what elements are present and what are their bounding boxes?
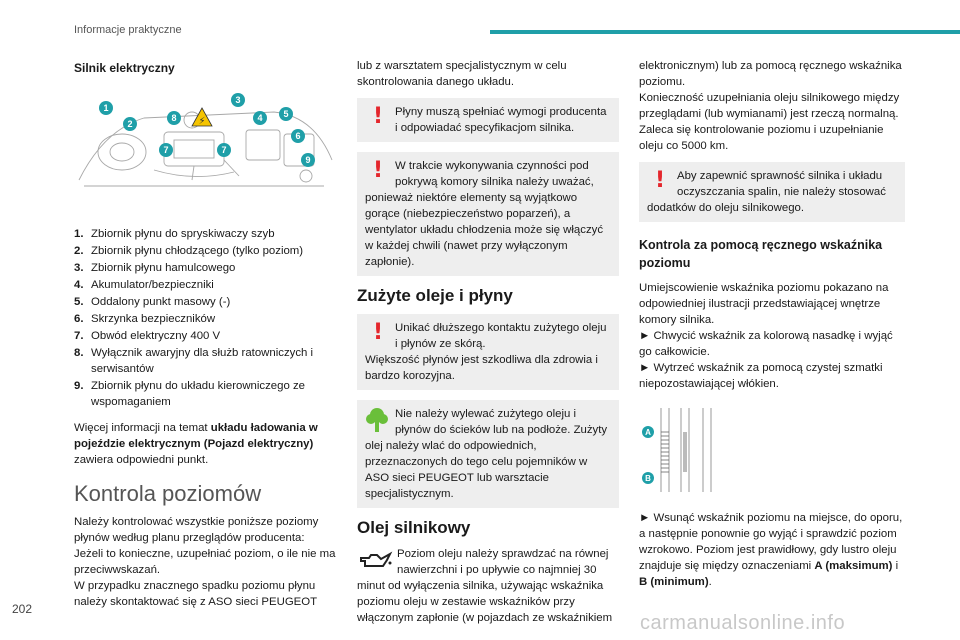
step: ► Chwycić wskaźnik za kolorową nasadkę i wyjąć go całkowicie. (639, 330, 893, 358)
dipstick-illustration (639, 408, 739, 498)
eco-box (357, 400, 619, 508)
page-number: 202 (12, 602, 33, 616)
warning-icon: ! (372, 104, 384, 129)
svg-text:1: 1 (103, 103, 109, 113)
paragraph: Konieczność uzupełniania oleju silnikowego między przeglądami (lub wymianami) jest rzeczą normalną. Zaleca się kontrolowanie poziomu i uzupełnianie oleju co 5000 km. (639, 92, 900, 152)
list-item: 4. Akumulator/bezpieczniki (74, 279, 214, 291)
column-2 (357, 58, 619, 626)
paragraph: Umiejscowienie wskaźnika poziomu pokazano na odpowiedniej ilustracji przedstawiającej wnętrze komory silnika. (639, 282, 889, 326)
warning-icon: ! (654, 168, 666, 193)
svg-text:7: 7 (163, 145, 169, 155)
svg-text:5: 5 (283, 109, 289, 119)
engine-bay-illustration (74, 90, 336, 190)
step: ► Wytrzeć wskaźnik za pomocą czystej szmatki niepozostawiającej włókien. (639, 362, 883, 390)
svg-text:6: 6 (295, 131, 301, 141)
step: ► Wsunąć wskaźnik poziomu na miejsce, do oporu, a następnie ponownie go wyjąć i sprawdzić poziom wzrokowo. Poziom jest prawidłowy, gdy lustro oleju znajduje się między oznaczeniami A (maksimum) i B (minimum). (639, 512, 903, 588)
svg-text:B: B (645, 474, 651, 483)
warning-box (639, 162, 905, 222)
svg-text:8: 8 (171, 113, 177, 123)
oil-can-icon (357, 548, 393, 572)
warning-box (357, 314, 619, 390)
running-header: Informacje praktyczne (74, 24, 182, 36)
column-3 (639, 58, 905, 590)
paragraph: W przypadku znacznego spadku poziomu płynu należy skontaktować się z ASO sieci PEUGEOT (74, 580, 318, 608)
svg-text:9: 9 (305, 155, 311, 165)
dipstick-diagram (639, 408, 739, 498)
svg-text:3: 3 (235, 95, 241, 105)
heading-level-check: Kontrola poziomów (74, 481, 262, 506)
warning-text: Unikać dłuższego kontaktu zużytego oleju i płynów ze skórą. (395, 322, 607, 350)
paragraph: lub z warsztatem specjalistycznym w celu skontrolowania danego układu. (357, 60, 567, 88)
heading-used-oils: Zużyte oleje i płyny (357, 286, 513, 305)
svg-text:A: A (645, 428, 651, 437)
paragraph: Jeżeli to konieczne, uzupełniać poziom, o ile nie ma przeciwwskazań. (74, 548, 336, 576)
svg-text:7: 7 (221, 145, 227, 155)
watermark: carmanualsonline.info (640, 612, 846, 634)
list-item: 2. Zbiornik płynu chłodzącego (tylko poziom) (74, 245, 304, 257)
list-item: 9. Zbiornik płynu do układu kierowniczego ze wspomaganiem (74, 380, 306, 408)
svg-text:2: 2 (127, 119, 133, 129)
list-item: 7. Obwód elektryczny 400 V (74, 330, 221, 342)
list-item: 8. Wyłącznik awaryjny dla służb ratowniczych i serwisantów (74, 347, 314, 375)
warning-text: Aby zapewnić sprawność silnika i układu oczyszczania spalin, nie należy stosować dodatków do oleju silnikowego. (647, 170, 886, 214)
more-info-paragraph: Więcej informacji na temat układu ładowania w pojeździe elektrycznym (Pojazd elektryczny) zawiera odpowiedni punkt. (74, 422, 318, 466)
list-item: 1. Zbiornik płynu do spryskiwaczy szyb (74, 228, 275, 240)
component-list (74, 226, 336, 410)
list-item: 5. Oddalony punkt masowy (-) (74, 296, 231, 308)
warning-icon: ! (372, 158, 384, 183)
list-item: 3. Zbiornik płynu hamulcowego (74, 262, 236, 274)
svg-text:⚡: ⚡ (198, 116, 206, 127)
heading-manual-dipstick: Kontrola za pomocą ręcznego wskaźnika poziomu (639, 238, 883, 270)
tree-icon (365, 406, 391, 434)
warning-text: Płyny muszą spełniać wymogi producenta i odpowiadać specyfikacjom silnika. (395, 106, 607, 134)
heading-engine-oil: Olej silnikowy (357, 518, 471, 537)
engine-bay-diagram (74, 90, 336, 190)
warning-text: W trakcie wykonywania czynności pod pokrywą komory silnika należy uważać, ponieważ niektóre elementy są wyjątkowo gorące (niebezpieczeństwo poparzeń), a wentylator układu chłodzenia może się włączyć w każdej chwili (nawet przy wyłączonym zapłonie). (365, 160, 604, 268)
warning-icon: ! (372, 320, 384, 345)
paragraph: Należy kontrolować wszystkie poniższe poziomy płynów według planu przeglądów producenta: (74, 516, 319, 544)
warning-box (357, 152, 619, 276)
eco-text: Nie należy wylewać zużytego oleju i płynów do ścieków lub na podłoże. Zużyty olej należy wlać do odpowiednich, przeznaczonych do tego celu pojemników w ASO sieci PEUGEOT lub warsztacie specjalistycznym. (365, 408, 608, 500)
list-item: 6. Skrzynka bezpieczników (74, 313, 216, 325)
column-1 (74, 58, 336, 610)
paragraph: elektronicznym) lub za pomocą ręcznego wskaźnika poziomu. (639, 60, 902, 88)
paragraph: Poziom oleju należy sprawdzać na równej nawierzchni i po upływie co najmniej 30 minut od wyłączenia silnika, używając wskaźnika poziomu oleju w zestawie wskaźników przy włączonym zapłonie (w pojazdach ze wskaźnikiem (357, 548, 613, 624)
svg-text:4: 4 (257, 113, 263, 123)
header-accent-bar (490, 30, 960, 34)
warning-text: Większość płynów jest szkodliwa dla zdrowia i bardzo korozyjna. (365, 354, 598, 382)
warning-box (357, 98, 619, 142)
subtitle-electric-motor: Silnik elektryczny (74, 61, 175, 75)
